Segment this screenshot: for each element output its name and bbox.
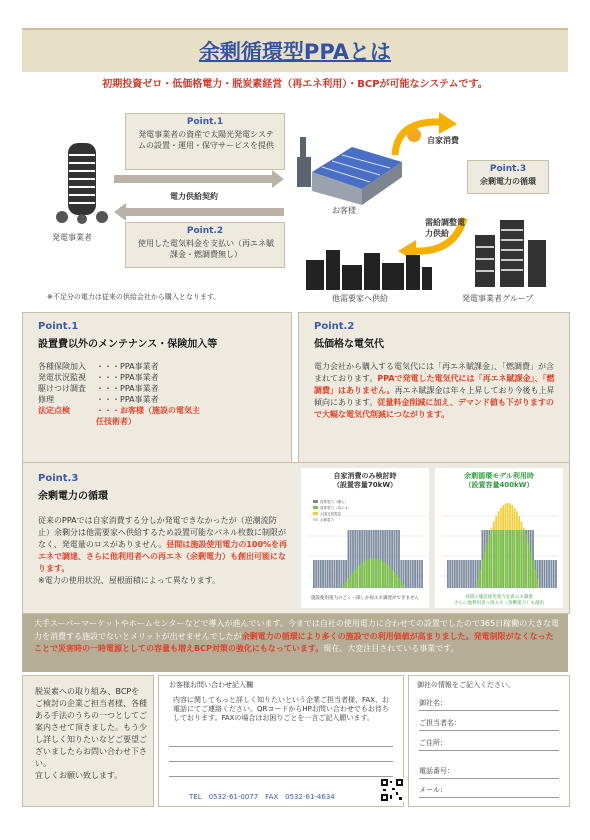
contract-label: 電力供給契約 (170, 192, 218, 201)
point2-label: Point.2 (186, 226, 224, 236)
qr-code-icon[interactable] (380, 778, 404, 802)
p3-label: Point.3 (38, 473, 79, 484)
chart-bar (334, 560, 336, 588)
chart-bar (348, 578, 350, 588)
chart1 (301, 468, 429, 608)
point3-label: Point.3 (489, 164, 527, 174)
page-title: 余剰循環型PPAとは (198, 40, 392, 64)
chart-bar (498, 530, 500, 588)
p2-label: Point.2 (314, 321, 355, 332)
chart-bar (463, 560, 465, 588)
chart-bar (373, 558, 375, 588)
chart-bar (343, 585, 345, 588)
point1-section (22, 312, 292, 464)
chart-bar (361, 563, 363, 588)
chart-bar (518, 530, 520, 588)
chart-bar (465, 560, 467, 588)
chart-bar (320, 560, 322, 588)
chart-bar (511, 505, 513, 530)
chart2 (435, 468, 563, 608)
title-band (22, 28, 568, 72)
chart-bar (354, 569, 356, 588)
chart-bar (495, 516, 497, 530)
field-address: ご住所： (419, 739, 447, 747)
field-phone-line[interactable] (419, 778, 559, 779)
chart-bar (329, 560, 331, 588)
chart-bar (472, 560, 474, 588)
chart-bar (359, 565, 361, 588)
field-email-line[interactable] (419, 797, 559, 798)
intro-text: 大手スーパーマーケットやホームセンターなどで導入が進んでいます。今までは自社の使用電力に合わせての設置でしたので365日稼働の大きな電力を消費する施設でないとメリットが出せませんでしたが余剰電力の循環により多くの施設での利用価値が高まりました。発電制限がなくなったことで災害時の一時電源としての容量も増えBCP対策の強化にもなっています。現在、大変注目されている事業です。 (34, 619, 560, 653)
inquiry-write-line[interactable] (169, 746, 393, 747)
chart-bar (470, 560, 472, 588)
chart-bar (514, 508, 516, 530)
chart1-legend-item: 太陽光発電量 (320, 512, 341, 516)
chart-bar (380, 560, 382, 588)
inquiry-write-line[interactable] (169, 776, 393, 777)
generator-building-icon (52, 135, 112, 230)
chart-bar (509, 504, 511, 530)
p1-row: 修理 ・・・PPA事業者 (38, 395, 159, 404)
diagram (22, 95, 568, 310)
chart-bar (412, 560, 414, 588)
chart2-subtitle: （設置容量400kW） (464, 481, 534, 489)
chart-bar (368, 559, 370, 588)
p2-body: 電力会社から購入する電気代には「再エネ賦課金」、「燃調費」が含まれております。PPAで発電した電気代には「再エネ賦課金」、「燃調費」はありません。再エネ賦課金は年々上昇しており今後も上昇傾向にあります。従量料金削減に加え、デマンド値も下がりますので大幅な電気代削減につながります。 (314, 362, 555, 419)
chart2-plot (441, 496, 559, 591)
chart-bar (350, 575, 352, 588)
chart-bar (313, 560, 315, 588)
chart-bar (405, 560, 407, 588)
chart-bar (534, 569, 536, 588)
group-label: 発電事業者グループ (462, 294, 534, 303)
company-form (408, 675, 570, 807)
point3-text: 余剰電力の循環 (480, 177, 536, 186)
chart-bar (500, 508, 502, 530)
chart-bar (387, 565, 389, 588)
field-company: 御社名： (419, 699, 447, 707)
chart-bar (400, 581, 402, 588)
intro-band (22, 614, 568, 672)
point3-section (22, 462, 570, 614)
chart-bar (488, 535, 490, 588)
chart-bar (345, 581, 347, 588)
chart-bar (343, 560, 345, 588)
adjust-label: 需給調整電力供給 (425, 218, 465, 238)
shortage-note: ※不足分の電力は従来の供給会社から購入となります。 (47, 293, 221, 301)
field-email: メール： (419, 786, 447, 794)
point2-text: 使用した電気料金を支払い（再エネ賦課金・燃調費無し） (138, 239, 274, 259)
footer-left-text: 脱炭素への取り組み、BCPをご検討の企業ご担当者様、各種ある手法のうちの一つとしてご案内させて頂きました。もう少し詳しく知りたいなどご要望ございましたらお問い合わせ下さい。 宜しくお願い致します。 (35, 687, 147, 780)
chart-bar (505, 504, 507, 530)
chart-bar (398, 578, 400, 588)
chart-bar (389, 567, 391, 588)
p1-list (38, 361, 283, 427)
chart-bar (507, 503, 509, 530)
chart-bar (382, 561, 384, 588)
chart-bar (396, 575, 398, 588)
chart-bar (486, 543, 488, 588)
chart-bar (491, 530, 493, 588)
chart-bar (325, 560, 327, 588)
chart1-subtitle: （設置容量70kW） (332, 481, 398, 489)
chart-bar (366, 560, 368, 588)
chart-bar (537, 578, 539, 588)
chart-bar (505, 530, 507, 588)
chart2-title: 余剰循環モデル利用時 (464, 472, 534, 480)
chart-bar (461, 560, 463, 588)
chart-bar (459, 560, 461, 588)
chart-bar (546, 560, 548, 588)
chart-bar (521, 530, 523, 588)
customer-label: お客様 (332, 206, 356, 215)
arrow-right (114, 175, 284, 183)
chart-bar (544, 560, 546, 588)
self-consumption-label: 自家消費 (427, 136, 459, 145)
chart-bar (452, 560, 454, 588)
chart-bar (500, 530, 502, 588)
point3-box (467, 160, 549, 194)
chart-bar (502, 505, 504, 530)
chart-bar (384, 563, 386, 588)
chart-bar (493, 522, 495, 530)
field-phone: 電話番号： (419, 767, 454, 775)
chart-bar (523, 528, 525, 530)
chart-bar (516, 530, 518, 588)
page-subtitle: 初期投資ゼロ・低価格電力・脱炭素経営（再エネ利用）・BCPが可能なシステムです。 (102, 79, 488, 90)
generator-label: 発電事業者 (52, 233, 92, 242)
chart-bar (532, 560, 534, 588)
chart-bar (331, 560, 333, 588)
chart-bar (322, 560, 324, 588)
chart-bar (318, 560, 320, 588)
field-address-line[interactable] (419, 750, 559, 751)
chart1-caption: 施設使用電力のごく一部しか再エネ調達ができません (311, 596, 419, 601)
inquiry-form (158, 675, 404, 807)
chart1-legend-item: 余剰電力 (320, 518, 334, 522)
chart-bar (482, 560, 484, 588)
chart-bar (417, 560, 419, 588)
city-skyline-icon (304, 245, 434, 290)
chart-bar (539, 560, 541, 588)
p1-row: 駆けつけ調査 ・・・PPA事業者 (38, 384, 159, 393)
p1-heading: 設置費以外のメンテナンス・保険加入等 (38, 339, 218, 350)
chart-bar (479, 569, 481, 588)
chart-bar (377, 559, 379, 588)
chart1-legend-item: 需要電力（購入） (320, 500, 348, 504)
chart-bar (528, 543, 530, 588)
chart-bar (555, 560, 557, 588)
chart-bar (414, 560, 416, 588)
chart-bar (521, 522, 523, 530)
p1-row: 法定点検 ・・・お客様（施設の電気主任技術者） (38, 406, 200, 426)
p2-heading: 低価格な電気代 (314, 339, 384, 350)
chart1-title: 自家消費のみ検討時 (333, 472, 397, 480)
chart2-caption: 昼間の施設使用電力を再エネ調達 さらに他利用者へ再エネ（余剰電力）も創出 (454, 595, 544, 606)
p1-row: 発電状況監視 ・・・PPA事業者 (38, 373, 159, 382)
chart-bar (553, 560, 555, 588)
chart-bar (403, 560, 405, 588)
p3-heading: 余剰電力の循環 (38, 491, 108, 502)
chart-bar (514, 530, 516, 588)
chart-bar (454, 560, 456, 588)
chart-bar (403, 585, 405, 588)
field-contact-line[interactable] (419, 730, 559, 731)
chart-bar (391, 569, 393, 588)
chart-bar (495, 530, 497, 588)
chart-bar (548, 560, 550, 588)
chart-bar (364, 561, 366, 588)
chart-bar (493, 530, 495, 588)
inquiry-write-line[interactable] (169, 761, 393, 762)
chart-bar (410, 560, 412, 588)
chart-bar (394, 572, 396, 588)
chart1-plot (307, 496, 425, 591)
chart-bar (421, 560, 423, 588)
chart-bar (530, 551, 532, 588)
company-form-title: 御社の情報をご記入ください。 (417, 681, 515, 689)
other-supply-label: 他需要家へ供給 (332, 294, 388, 303)
chart-bar (475, 560, 477, 588)
point1-box (125, 113, 285, 170)
chart-bar (371, 558, 373, 588)
chart1-legend-item: 需要電力（再エネ） (320, 506, 352, 510)
chart-bar (541, 560, 543, 588)
chart-bar (468, 560, 470, 588)
chart-bar (338, 560, 340, 588)
chart-bar (447, 560, 449, 588)
point1-label: Point.1 (186, 117, 224, 127)
inquiry-text: 内容に関してもっと詳しく知りたいという企業ご担当者様、FAX、お電話にてご連絡ください。QRコードからHPお問い合わせでもお待ちしております。FAXの場合はお困りごとを一言ご記入願います。 (173, 696, 389, 722)
tel-fax: TEL 0532-61-0077 FAX 0532-61-4634 (189, 793, 335, 801)
chart-bar (341, 560, 343, 588)
chart-bar (419, 560, 421, 588)
chart-bar (551, 560, 553, 588)
footer-left (22, 675, 154, 807)
chart-bar (336, 560, 338, 588)
chart-bar (407, 560, 409, 588)
chart-bar (511, 530, 513, 588)
chart-bar (498, 511, 500, 530)
chart-bar (518, 516, 520, 530)
arrow-left (114, 208, 284, 216)
p1-row: 各種保険加入 ・・・PPA事業者 (38, 362, 159, 371)
chart-bar (516, 511, 518, 530)
chart-bar (523, 530, 525, 588)
chart-bar (357, 567, 359, 588)
chart-bar (507, 530, 509, 588)
chart-bar (477, 578, 479, 588)
p3-body: 従来のPPAでは自家消費する分しか発電できなかったが（逆潮流防止）余剰分は他需要家へ供給するため設置可能なパネル枚数に制限がなく、発電量のロスがありません。昼間は施設使用電力の100%を再エネで調達、さらに他利用者への再エネ（余剰電力）も創出可能になります。 ※電力の使用状況、屋根面積によって異なります。 (38, 516, 288, 585)
point2-section (298, 312, 570, 464)
field-company-line[interactable] (419, 710, 559, 711)
chart-bar (491, 528, 493, 530)
inquiry-title: お客様お問い合わせ記入欄 (169, 681, 253, 689)
chart-bar (449, 560, 451, 588)
chart-bar (502, 530, 504, 588)
p1-label: Point.1 (38, 321, 79, 332)
chart-bar (315, 560, 317, 588)
chart-bar (509, 530, 511, 588)
chart-bar (375, 558, 377, 588)
chart-bar (327, 560, 329, 588)
chart-bar (484, 551, 486, 588)
chart-bar (352, 572, 354, 588)
point1-text: 発電事業者の資産で太陽光発電システムの設置・運用・保守サービスを提供 (138, 130, 274, 150)
chart-bar (525, 535, 527, 588)
field-contact: ご担当者名： (419, 719, 461, 727)
point2-box (125, 222, 285, 268)
chart-bar (456, 560, 458, 588)
group-buildings-icon (470, 215, 550, 290)
